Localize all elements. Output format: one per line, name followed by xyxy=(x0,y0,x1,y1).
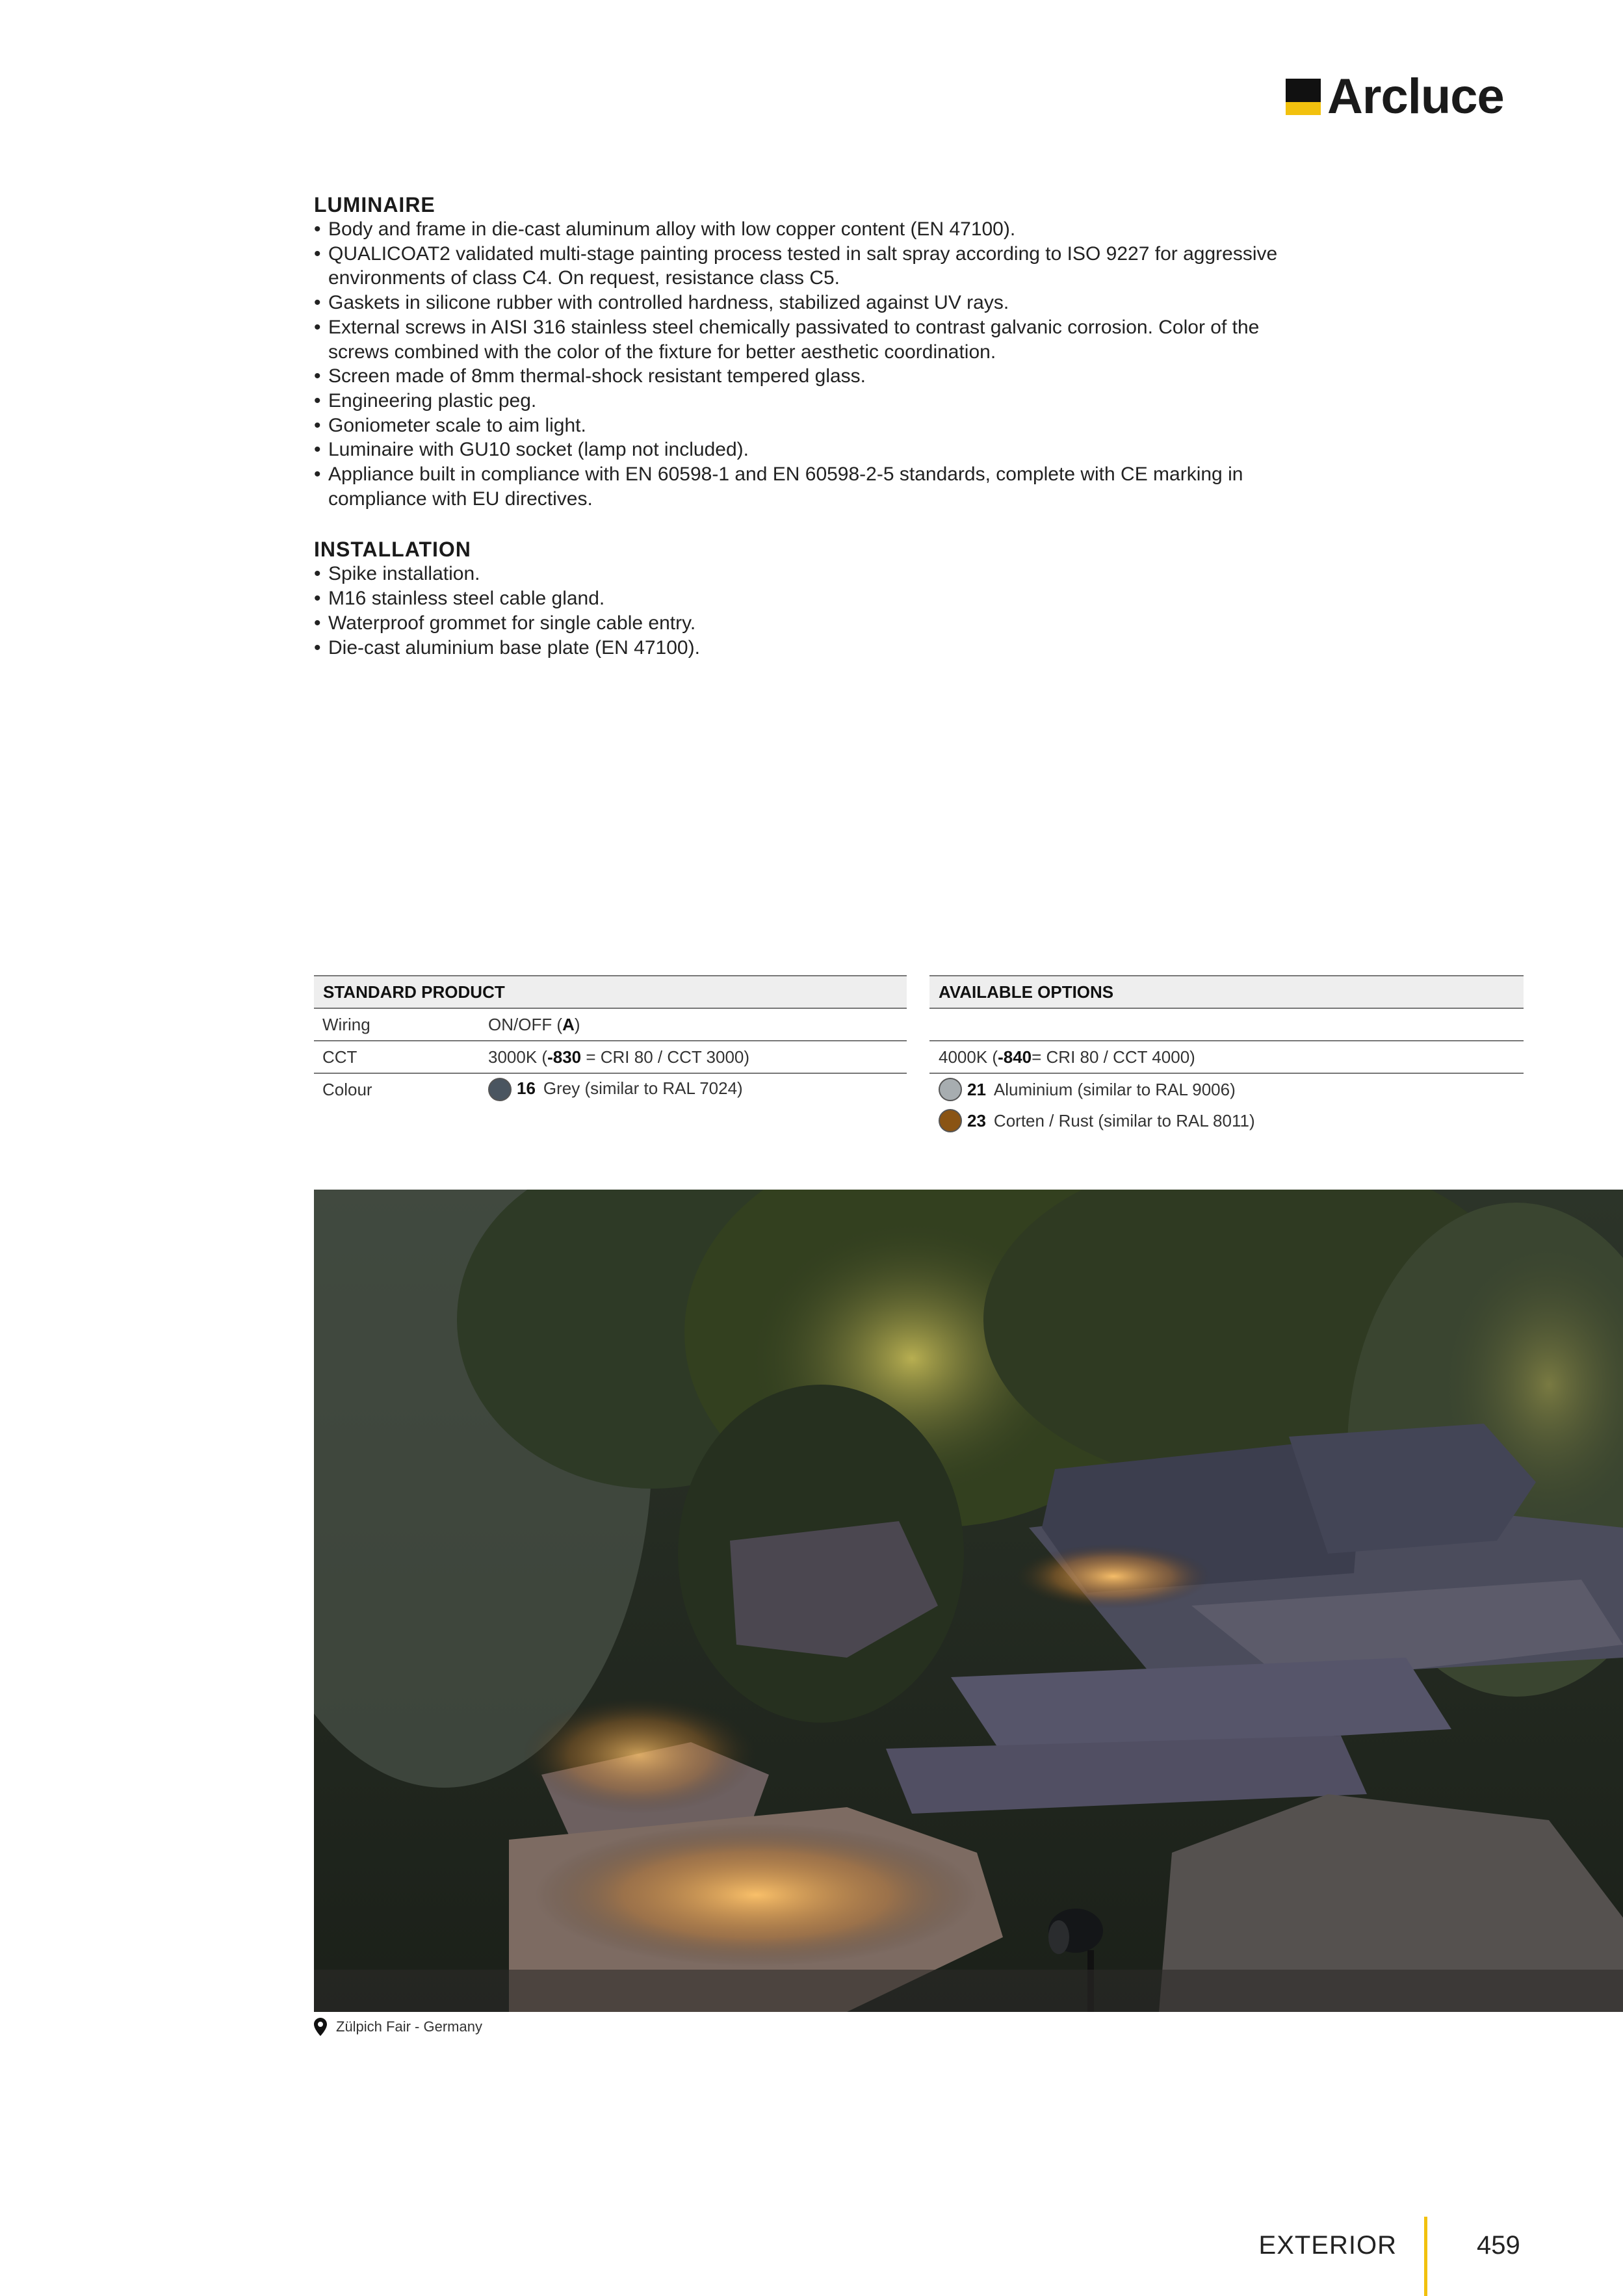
cct-value: 3000K (-830 = CRI 80 / CCT 3000) xyxy=(488,1047,750,1067)
table-row xyxy=(929,1009,1524,1041)
table-row xyxy=(314,1041,907,1074)
table-header: AVAILABLE OPTIONS xyxy=(929,975,1524,1009)
installation-title: INSTALLATION xyxy=(314,538,471,562)
table-header: STANDARD PRODUCT xyxy=(314,975,907,1009)
list-item: • Spike installation. xyxy=(314,562,1308,586)
caption-text: Zülpich Fair - Germany xyxy=(336,2018,482,2035)
specifications xyxy=(314,192,1308,660)
list-item: • Waterproof grommet for single cable entry. xyxy=(314,611,1308,636)
list-item: • Engineering plastic peg. xyxy=(314,389,1308,413)
colour-swatch-icon xyxy=(939,1078,962,1101)
colour-swatch-icon xyxy=(939,1109,962,1132)
page-number: 459 xyxy=(1477,2231,1520,2260)
wiring-value: ON/OFF (A) xyxy=(488,1014,580,1034)
list-item: • Body and frame in die-cast aluminum alloy with low copper content (EN 47100). xyxy=(314,217,1308,242)
list-item: • Appliance built in compliance with EN 60598-1 and EN 60598-2-5 standards, complete with CE marking in compliance with EU directives. xyxy=(314,462,1308,511)
logo-mark-icon xyxy=(1286,79,1321,115)
available-options-table xyxy=(929,975,1524,1136)
colour-label: Colour xyxy=(322,1079,372,1099)
list-item: • Die-cast aluminium base plate (EN 47100). xyxy=(314,636,1308,660)
table-row: 23 Corten / Rust (similar to RAL 8011) xyxy=(929,1105,1524,1136)
list-item: • Luminaire with GU10 socket (lamp not included). xyxy=(314,437,1308,462)
list-item: • Screen made of 8mm thermal-shock resistant tempered glass. xyxy=(314,364,1308,389)
location-pin-icon xyxy=(314,2018,327,2036)
list-item: • Gaskets in silicone rubber with controlled hardness, stabilized against UV rays. xyxy=(314,291,1308,315)
photo-caption xyxy=(314,2018,482,2036)
page-footer xyxy=(0,2217,1623,2296)
brand-logo xyxy=(1286,69,1504,124)
garden-photo xyxy=(314,1190,1623,2012)
list-item: • Goniometer scale to aim light. xyxy=(314,413,1308,438)
brand-name: Arcluce xyxy=(1327,69,1504,124)
standard-product-table xyxy=(314,975,907,1105)
colour-swatch-icon xyxy=(488,1078,512,1101)
list-item: • External screws in AISI 316 stainless steel chemically passivated to contrast galvanic corrosion. Color of the screws combined with the color of the fixture for better aesthetic coordination. xyxy=(314,315,1308,364)
colour-value: 16 Grey (similar to RAL 7024) xyxy=(488,1078,907,1101)
installation-list xyxy=(314,562,1308,660)
cct-label: CCT xyxy=(322,1047,357,1067)
luminaire-list xyxy=(314,217,1308,511)
table-row: 4000K ( -840 = CRI 80 / CCT 4000) xyxy=(929,1041,1524,1074)
list-item: • QUALICOAT2 validated multi-stage painting process tested in salt spray according to ISO 9227 for aggressive environments of class C4. On request, resistance class C5. xyxy=(314,242,1308,291)
table-row xyxy=(314,1074,907,1105)
table-row xyxy=(314,1009,907,1041)
footer-category: EXTERIOR xyxy=(1258,2231,1397,2260)
luminaire-title: LUMINAIRE xyxy=(314,193,435,216)
table-row: 21 Aluminium (similar to RAL 9006) xyxy=(929,1074,1524,1105)
list-item: • M16 stainless steel cable gland. xyxy=(314,586,1308,611)
wiring-label: Wiring xyxy=(322,1014,370,1034)
footer-divider xyxy=(1424,2217,1427,2296)
